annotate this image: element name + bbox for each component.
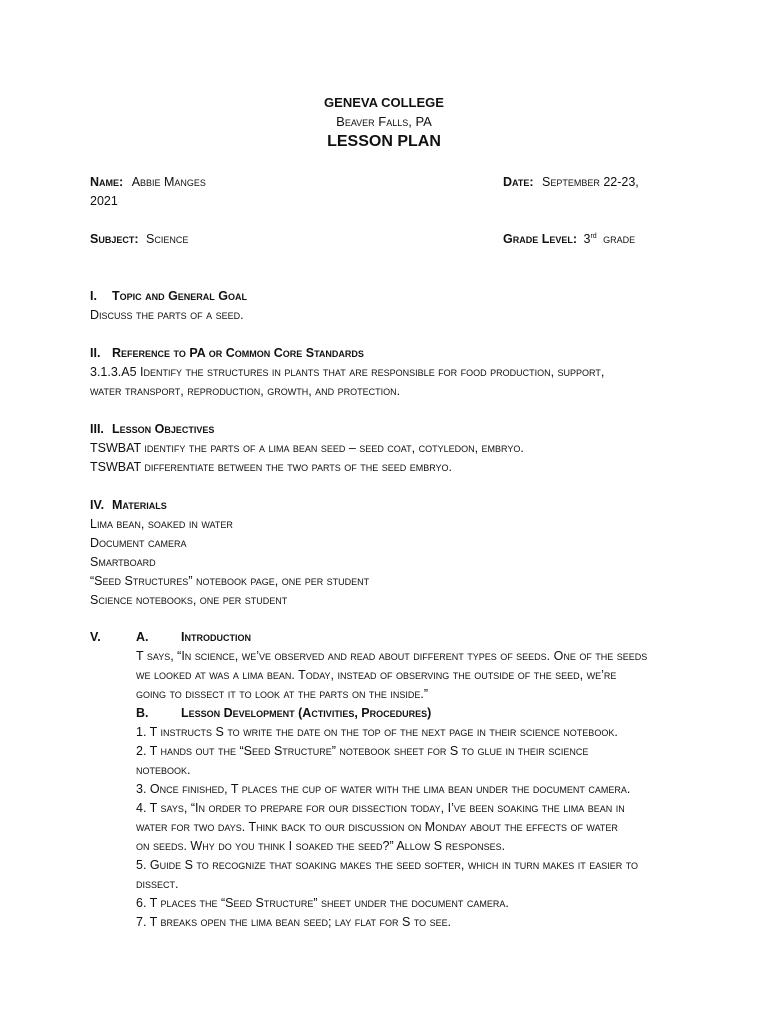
section-3-number: III.: [90, 422, 104, 436]
college-name: GENEVA COLLEGE: [324, 95, 444, 110]
date-value: September 22-23,: [542, 175, 639, 189]
procedure-line: 1. T instructs S to write the date on the top of the next page in their science notebook.: [136, 725, 618, 739]
part-a-heading: Introduction: [181, 630, 251, 644]
section-2-heading-row: [90, 346, 364, 360]
date-year: 2021: [90, 194, 118, 208]
section-2-number: II.: [90, 346, 101, 360]
section-1-line: Discuss the parts of a seed.: [90, 308, 244, 322]
section-4-heading: Materials: [112, 498, 167, 512]
subject-value: Science: [146, 232, 189, 246]
material-item: Science notebooks, one per student: [90, 593, 288, 607]
part-b-letter: B.: [136, 706, 149, 720]
section-4-number: IV.: [90, 498, 105, 512]
procedure-line: dissect.: [136, 877, 179, 891]
college-location: Beaver Falls, PA: [336, 114, 432, 129]
grade-row: [503, 232, 635, 246]
procedure-line: 7. T breaks open the lima bean seed; lay flat for S to see.: [136, 915, 452, 929]
section-5-number: V.: [90, 630, 101, 644]
part-a-letter: A.: [136, 630, 149, 644]
procedure-line: 5. Guide S to recognize that soaking makes the seed softer, which in turn makes it easier to: [136, 858, 639, 872]
section-2-heading: Reference to PA or Common Core Standards: [112, 346, 364, 360]
section-1-heading-row: [90, 289, 247, 303]
grade-number: 3: [583, 232, 591, 246]
procedure-line: 2. T hands out the “Seed Structure” notebook sheet for S to glue in their science: [136, 744, 589, 758]
name-value: Abbie Manges: [131, 175, 206, 189]
subject-row: [90, 232, 188, 246]
section-3-heading: Lesson Objectives: [112, 422, 215, 436]
material-item: Smartboard: [90, 555, 156, 569]
objective-line: TSWBAT differentiate between the two parts of the seed embryo.: [90, 460, 453, 474]
procedure-line: notebook.: [136, 763, 191, 777]
material-item: Document camera: [90, 536, 187, 550]
date-row: [503, 175, 639, 189]
objective-line: TSWBAT identify the parts of a lima bean seed – seed coat, cotyledon, embryo.: [90, 441, 524, 455]
procedure-line: water for two days. Think back to our discussion on Monday about the effects of water: [136, 820, 618, 834]
section-4-heading-row: [90, 498, 167, 512]
procedure-line: 3. Once finished, T places the cup of water with the lima bean under the document camera.: [136, 782, 631, 796]
procedure-line: on seeds. Why do you think I soaked the seed?” Allow S responses.: [136, 839, 506, 853]
date-label: Date:: [503, 175, 534, 189]
section-3-heading-row: [90, 422, 214, 436]
part-b-heading: Lesson Development (Activities, Procedures): [181, 706, 432, 720]
introduction-line: we looked at was a lima bean. Today, instead of observing the outside of the seed, we’re: [136, 668, 617, 682]
grade-label: Grade Level:: [503, 232, 578, 246]
name-row: [90, 175, 206, 189]
page-title: LESSON PLAN: [327, 133, 441, 150]
name-label: Name:: [90, 175, 124, 189]
grade-ordinal: rd: [590, 232, 597, 240]
procedure-line: 6. T places the “Seed Structure” sheet under the document camera.: [136, 896, 509, 910]
procedure-line: 4. T says, “In order to prepare for our dissection today, I’ve been soaking the lima bean in: [136, 801, 625, 815]
section-2-line: 3.1.3.A5 Identify the structures in plants that are responsible for food production, support,: [90, 365, 605, 379]
material-item: Lima bean, soaked in water: [90, 517, 233, 531]
introduction-line: going to dissect it to look at the parts on the inside.”: [136, 687, 429, 701]
grade-word: grade: [603, 232, 636, 246]
introduction-line: T says, “In science, we’ve observed and read about different types of seeds. One of the seeds: [136, 649, 648, 663]
section-1-heading: Topic and General Goal: [112, 289, 248, 303]
material-item: “Seed Structures” notebook page, one per student: [90, 574, 370, 588]
section-2-line: water transport, reproduction, growth, and protection.: [90, 384, 401, 398]
section-1-number: I.: [90, 289, 97, 303]
subject-label: Subject:: [90, 232, 139, 246]
